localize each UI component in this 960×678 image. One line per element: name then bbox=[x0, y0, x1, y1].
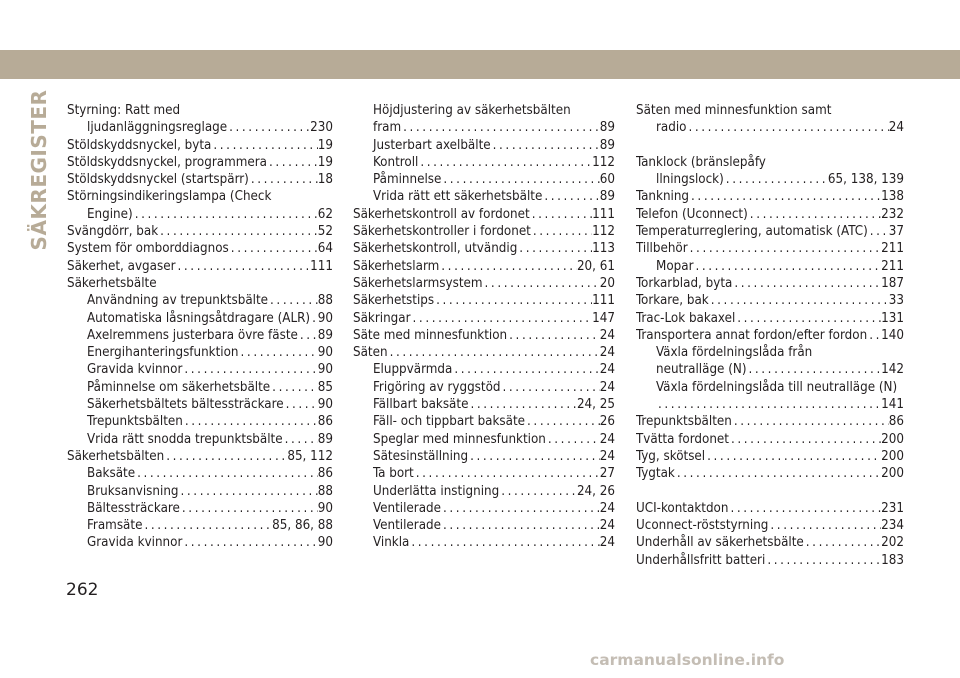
entry-text: Säten med minnesfunktion samt bbox=[636, 103, 832, 118]
entry-text: Fällbart baksäte bbox=[373, 397, 469, 413]
entry-text: neutralläge (N) bbox=[656, 362, 747, 378]
index-entry bbox=[636, 448, 904, 465]
index-entry bbox=[353, 137, 615, 154]
index-entry bbox=[353, 188, 615, 205]
entry-text: Underlätta instigning bbox=[373, 483, 500, 499]
entry-page: 200 bbox=[881, 448, 904, 464]
dot-leader bbox=[310, 310, 318, 327]
entry-text: Tankning bbox=[636, 189, 690, 205]
index-entry bbox=[67, 275, 333, 292]
entry-text: Påminnelse bbox=[373, 172, 442, 188]
entry-page: 85, 86, 88 bbox=[272, 518, 333, 534]
dot-leader bbox=[689, 188, 881, 205]
dot-leader bbox=[452, 361, 599, 378]
entry-text: fram bbox=[373, 120, 402, 136]
dot-leader bbox=[499, 483, 577, 500]
entry-page: 85, 112 bbox=[287, 448, 333, 464]
dot-leader bbox=[183, 413, 318, 430]
entry-text: Vrida rätt snodda trepunktsbälte bbox=[87, 431, 283, 447]
entry-text: Baksäte bbox=[87, 466, 136, 482]
entry-text: Höjdjustering av säkerhetsbälten bbox=[373, 103, 571, 118]
index-entry bbox=[353, 344, 615, 361]
entry-page: 187 bbox=[881, 275, 904, 291]
index-entry bbox=[67, 137, 333, 154]
entry-text: Stöldskyddsnyckel (startspärr) bbox=[67, 172, 249, 188]
dot-leader bbox=[729, 431, 881, 448]
entry-page: 19 bbox=[317, 154, 333, 170]
dot-leader bbox=[179, 483, 318, 500]
dot-leader bbox=[176, 258, 311, 275]
entry-page: 90 bbox=[317, 397, 333, 413]
entry-text: Automatiska låsningsåtdragare (ALR) bbox=[87, 310, 311, 326]
dot-leader bbox=[491, 137, 600, 154]
dot-leader bbox=[411, 310, 593, 327]
entry-text: Styrning: Ratt med bbox=[67, 103, 181, 118]
index-entry bbox=[636, 344, 904, 361]
dot-leader bbox=[180, 500, 318, 517]
index-entry bbox=[636, 102, 904, 119]
dot-leader bbox=[142, 517, 272, 534]
index-entry bbox=[353, 119, 615, 136]
dot-leader bbox=[441, 171, 599, 188]
entry-page: 52 bbox=[317, 224, 333, 240]
index-entry bbox=[67, 223, 333, 240]
dot-leader bbox=[468, 448, 600, 465]
dot-leader bbox=[227, 119, 310, 136]
entry-text: Vinkla bbox=[373, 535, 410, 551]
entry-text: Säkerhetslarmsystem bbox=[353, 275, 483, 291]
index-entry bbox=[353, 310, 615, 327]
entry-text: Gravida kvinnor bbox=[87, 362, 183, 378]
entry-text: Trepunktsbälten bbox=[87, 414, 183, 430]
index-entry bbox=[67, 361, 333, 378]
dot-leader bbox=[728, 500, 881, 517]
entry-page: 142 bbox=[881, 362, 904, 378]
index-entry bbox=[353, 517, 615, 534]
entry-page: 211 bbox=[881, 258, 904, 274]
dot-leader bbox=[434, 292, 592, 309]
entry-text: Energihanteringsfunktion bbox=[87, 345, 239, 361]
entry-page: 64 bbox=[317, 241, 333, 257]
index-entry bbox=[353, 206, 615, 223]
entry-page: 232 bbox=[881, 206, 904, 222]
index-entry bbox=[636, 361, 904, 378]
index-entry bbox=[353, 431, 615, 448]
index-entry bbox=[636, 240, 904, 257]
entry-page: 200 bbox=[881, 431, 904, 447]
entry-page: 90 bbox=[317, 362, 333, 378]
index-entry bbox=[67, 500, 333, 517]
dot-leader bbox=[705, 448, 881, 465]
entry-text: Underhåll av säkerhetsbälte bbox=[636, 535, 804, 551]
dot-leader bbox=[409, 534, 599, 551]
dot-leader bbox=[735, 310, 881, 327]
entry-page: 24 bbox=[888, 120, 904, 136]
entry-text: Transportera annat fordon/efter fordon bbox=[636, 327, 868, 343]
index-entry bbox=[353, 292, 615, 309]
index-entry bbox=[67, 310, 333, 327]
index-entry bbox=[67, 534, 333, 551]
index-entry bbox=[636, 188, 904, 205]
entry-text: Justerbart axelbälte bbox=[373, 137, 491, 153]
index-entry bbox=[67, 119, 333, 136]
dot-leader bbox=[768, 517, 881, 534]
index-entry bbox=[353, 379, 615, 396]
entry-page: 230 bbox=[310, 120, 333, 136]
entry-text: Torkarblad, byta bbox=[636, 275, 733, 291]
dot-leader bbox=[501, 379, 600, 396]
entry-page: 111 bbox=[310, 258, 333, 274]
entry-page: 90 bbox=[317, 500, 333, 516]
entry-text: Säten bbox=[353, 345, 388, 361]
entry-page: 90 bbox=[317, 345, 333, 361]
watermark: carmanualsonline.info bbox=[590, 651, 785, 669]
entry-page: 112 bbox=[592, 224, 615, 240]
index-entry bbox=[353, 327, 615, 344]
dot-leader bbox=[468, 396, 577, 413]
entry-text: Uconnect-röststyrning bbox=[636, 518, 769, 534]
index-entry bbox=[67, 431, 333, 448]
entry-page: 24 bbox=[599, 362, 615, 378]
index-entry bbox=[353, 448, 615, 465]
entry-text: Ventilerade bbox=[373, 500, 441, 516]
entry-text: Ventilerade bbox=[373, 518, 441, 534]
dot-leader bbox=[724, 171, 828, 188]
dot-leader bbox=[542, 188, 599, 205]
entry-page: 27 bbox=[599, 466, 615, 482]
page-number: 262 bbox=[66, 580, 99, 600]
dot-leader bbox=[804, 534, 881, 551]
dot-leader bbox=[483, 275, 600, 292]
entry-page: 89 bbox=[317, 327, 333, 343]
dot-leader bbox=[531, 223, 592, 240]
entry-page: 24 bbox=[599, 448, 615, 464]
entry-text: Temperaturreglering, automatisk (ATC) bbox=[636, 224, 868, 240]
index-entry bbox=[353, 102, 615, 119]
entry-text: Säkerhetskontroller i fordonet bbox=[353, 224, 531, 240]
index-entry bbox=[67, 517, 333, 534]
entry-page: 90 bbox=[317, 310, 333, 326]
index-entry bbox=[636, 327, 904, 344]
dot-leader bbox=[239, 344, 318, 361]
index-entry bbox=[67, 240, 333, 257]
index-entry bbox=[353, 361, 615, 378]
entry-text: Växla fördelningslåda till neutralläge (N) bbox=[656, 379, 898, 395]
entry-text: Påminnelse om säkerhetsbälte bbox=[87, 379, 271, 395]
dot-leader bbox=[675, 465, 881, 482]
dot-leader bbox=[182, 534, 317, 551]
entry-text: Säkerhet, avgaser bbox=[67, 258, 176, 274]
entry-text: Engine) bbox=[87, 206, 133, 222]
entry-text: Säkerhetskontroll av fordonet bbox=[353, 206, 530, 222]
index-entry bbox=[353, 154, 615, 171]
entry-page: 89 bbox=[599, 120, 615, 136]
dot-leader bbox=[530, 206, 592, 223]
entry-page: 24 bbox=[599, 379, 615, 395]
index-entry bbox=[636, 292, 904, 309]
entry-text: Trepunktsbälten bbox=[636, 414, 732, 430]
entry-text: Säkerhetskontroll, utvändig bbox=[353, 241, 518, 257]
entry-page: 24 bbox=[599, 518, 615, 534]
entry-text: Säkerhetsbälte bbox=[67, 275, 157, 291]
index-entry bbox=[353, 275, 615, 292]
dot-leader bbox=[693, 258, 881, 275]
entry-text: Sätesinställning bbox=[373, 448, 469, 464]
index-entry bbox=[353, 223, 615, 240]
index-entry bbox=[67, 188, 333, 205]
entry-text: Säkerhetsbälten bbox=[67, 448, 165, 464]
index-entry bbox=[353, 258, 615, 275]
entry-page: 202 bbox=[881, 535, 904, 551]
dot-leader bbox=[211, 137, 317, 154]
dot-leader bbox=[686, 119, 888, 136]
index-entry bbox=[636, 517, 904, 534]
dot-leader bbox=[414, 465, 600, 482]
entry-text: llningslock) bbox=[656, 172, 724, 188]
entry-page: 37 bbox=[888, 224, 904, 240]
dot-leader bbox=[401, 119, 600, 136]
index-entry bbox=[67, 154, 333, 171]
entry-page: 20, 61 bbox=[576, 258, 615, 274]
entry-page: 19 bbox=[317, 137, 333, 153]
dot-leader bbox=[182, 361, 317, 378]
entry-page: 18 bbox=[317, 172, 333, 188]
dot-leader bbox=[441, 500, 600, 517]
index-entry bbox=[353, 500, 615, 517]
index-entry bbox=[353, 413, 615, 430]
dot-leader bbox=[867, 327, 881, 344]
entry-page: 62 bbox=[317, 206, 333, 222]
dot-leader bbox=[267, 154, 318, 171]
entry-page: 138 bbox=[881, 189, 904, 205]
entry-text: Tillbehör bbox=[636, 241, 688, 257]
index-entry bbox=[353, 483, 615, 500]
section-tab-label: SÄKREGISTER bbox=[27, 89, 51, 251]
dot-leader bbox=[441, 517, 600, 534]
index-entry bbox=[636, 379, 904, 396]
entry-text: Säkerhetsbältets bältessträckare bbox=[87, 397, 284, 413]
entry-text: radio bbox=[656, 120, 687, 136]
entry-text: Underhållsfritt batteri bbox=[636, 552, 766, 568]
entry-page: 89 bbox=[599, 137, 615, 153]
entry-text: Trac-Lok bakaxel bbox=[636, 310, 736, 326]
index-entry bbox=[636, 500, 904, 517]
entry-text: Bältessträckare bbox=[87, 500, 180, 516]
entry-page: 88 bbox=[317, 293, 333, 309]
entry-text: Kontroll bbox=[373, 154, 419, 170]
index-entry bbox=[353, 396, 615, 413]
entry-page: 113 bbox=[592, 241, 615, 257]
entry-text: Säkringar bbox=[353, 310, 411, 326]
entry-page: 24, 25 bbox=[576, 397, 615, 413]
entry-text: UCI-kontaktdon bbox=[636, 500, 729, 516]
entry-text: Torkare, bak bbox=[636, 293, 709, 309]
entry-page: 200 bbox=[881, 466, 904, 482]
entry-page: 24 bbox=[599, 535, 615, 551]
dot-leader bbox=[268, 292, 318, 309]
entry-text: Störningsindikeringslampa (Check bbox=[67, 189, 272, 205]
index-entry bbox=[353, 465, 615, 482]
entry-page: 24 bbox=[599, 345, 615, 361]
entry-text: Eluppvärmda bbox=[373, 362, 453, 378]
entry-page: 183 bbox=[881, 552, 904, 568]
dot-leader bbox=[709, 292, 889, 309]
entry-text: ljudanläggningsreglage bbox=[87, 120, 228, 136]
index-entry bbox=[67, 327, 333, 344]
entry-text: Mopar bbox=[656, 258, 694, 274]
index-entry bbox=[67, 102, 333, 119]
dot-leader bbox=[249, 171, 318, 188]
index-entry bbox=[636, 534, 904, 551]
dot-leader bbox=[525, 413, 600, 430]
entry-page: 60 bbox=[599, 172, 615, 188]
entry-page: 234 bbox=[881, 518, 904, 534]
index-entry bbox=[636, 154, 904, 171]
entry-text: Speglar med minnesfunktion bbox=[373, 431, 546, 447]
entry-page: 26 bbox=[599, 414, 615, 430]
entry-text: Tygtak bbox=[636, 466, 675, 482]
entry-text: Gravida kvinnor bbox=[87, 535, 183, 551]
dot-leader bbox=[283, 431, 318, 448]
entry-text: Stöldskyddsnyckel, byta bbox=[67, 137, 212, 153]
index-entry bbox=[636, 552, 904, 569]
entry-page: 65, 138, 139 bbox=[827, 172, 904, 188]
entry-text: Vrida rätt ett säkerhetsbälte bbox=[373, 189, 543, 205]
entry-page: 24 bbox=[599, 327, 615, 343]
entry-text: Användning av trepunktsbälte bbox=[87, 293, 269, 309]
dot-leader bbox=[418, 154, 592, 171]
dot-leader bbox=[298, 327, 318, 344]
entry-page: 211 bbox=[881, 241, 904, 257]
index-entry bbox=[67, 483, 333, 500]
index-entry bbox=[67, 413, 333, 430]
entry-page: 112 bbox=[592, 154, 615, 170]
entry-text: Axelremmens justerbara övre fäste bbox=[87, 327, 298, 343]
dot-leader bbox=[158, 223, 318, 240]
entry-text: Säkerhetstips bbox=[353, 293, 435, 309]
index-entry bbox=[353, 534, 615, 551]
entry-page: 89 bbox=[317, 431, 333, 447]
dot-leader bbox=[284, 396, 318, 413]
entry-text: Växla fördelningslåda från bbox=[656, 345, 813, 361]
index-column-3 bbox=[636, 102, 904, 569]
dot-leader bbox=[439, 258, 577, 275]
entry-page: 141 bbox=[881, 397, 904, 413]
entry-page: 33 bbox=[888, 293, 904, 309]
entry-text: Frigöring av ryggstöd bbox=[373, 379, 501, 395]
dot-leader bbox=[732, 275, 881, 292]
dot-leader bbox=[656, 396, 881, 413]
entry-page: 111 bbox=[592, 206, 615, 222]
index-entry bbox=[636, 465, 904, 482]
index-entry bbox=[636, 171, 904, 188]
dot-leader bbox=[688, 240, 882, 257]
entry-text: Stöldskyddsnyckel, programmera bbox=[67, 154, 267, 170]
index-entry bbox=[67, 344, 333, 361]
entry-text: Säkerhetslarm bbox=[353, 258, 440, 274]
entry-page: 20 bbox=[599, 275, 615, 291]
dot-leader bbox=[133, 206, 318, 223]
dot-leader bbox=[507, 327, 600, 344]
index-entry bbox=[636, 119, 904, 136]
index-entry bbox=[67, 379, 333, 396]
dot-leader bbox=[517, 240, 592, 257]
index-entry bbox=[636, 431, 904, 448]
entry-page: 24 bbox=[599, 431, 615, 447]
entry-text: Fäll- och tippbart baksäte bbox=[373, 414, 526, 430]
entry-text: Telefon (Uconnect) bbox=[636, 206, 748, 222]
index-entry bbox=[636, 223, 904, 240]
dot-leader bbox=[546, 431, 600, 448]
dot-leader bbox=[135, 465, 318, 482]
entry-text: Tyg, skötsel bbox=[636, 448, 706, 464]
index-column-2 bbox=[353, 102, 615, 552]
index-entry bbox=[636, 258, 904, 275]
entry-text: Tanklock (bränslepåfy bbox=[636, 154, 766, 170]
entry-text: Ta bort bbox=[373, 466, 414, 482]
entry-text: Svängdörr, bak bbox=[67, 224, 159, 240]
entry-page: 131 bbox=[881, 310, 904, 326]
entry-text: Säte med minnesfunktion bbox=[353, 327, 508, 343]
index-entry bbox=[67, 465, 333, 482]
index-entry bbox=[67, 258, 333, 275]
index-entry bbox=[353, 171, 615, 188]
dot-leader bbox=[765, 552, 881, 569]
dot-leader bbox=[748, 206, 881, 223]
index-entry bbox=[636, 206, 904, 223]
entry-text: Bruksanvisning bbox=[87, 483, 179, 499]
index-entry bbox=[67, 206, 333, 223]
entry-page: 90 bbox=[317, 535, 333, 551]
entry-text: Framsäte bbox=[87, 518, 143, 534]
entry-page: 85 bbox=[317, 379, 333, 395]
entry-page: 24, 26 bbox=[576, 483, 615, 499]
dot-leader bbox=[746, 361, 881, 378]
entry-page: 231 bbox=[881, 500, 904, 516]
index-entry bbox=[636, 310, 904, 327]
entry-page: 89 bbox=[599, 189, 615, 205]
entry-page: 86 bbox=[317, 466, 333, 482]
index-entry bbox=[67, 396, 333, 413]
index-entry bbox=[636, 275, 904, 292]
index-entry bbox=[353, 240, 615, 257]
index-entry bbox=[67, 171, 333, 188]
entry-page: 111 bbox=[592, 293, 615, 309]
entry-page: 147 bbox=[592, 310, 615, 326]
dot-leader bbox=[388, 344, 600, 361]
index-column-1 bbox=[67, 102, 333, 552]
dot-leader bbox=[229, 240, 318, 257]
dot-leader bbox=[868, 223, 889, 240]
entry-text: Tvätta fordonet bbox=[636, 431, 729, 447]
entry-page: 88 bbox=[317, 483, 333, 499]
index-entry bbox=[636, 396, 904, 413]
index-entry bbox=[67, 292, 333, 309]
header-bar bbox=[0, 50, 960, 79]
entry-page: 140 bbox=[881, 327, 904, 343]
entry-page: 24 bbox=[599, 500, 615, 516]
index-entry bbox=[67, 448, 333, 465]
dot-leader bbox=[270, 379, 318, 396]
entry-page: 86 bbox=[888, 414, 904, 430]
dot-leader bbox=[732, 413, 889, 430]
entry-text: System för omborddiagnos bbox=[67, 241, 229, 257]
entry-page: 86 bbox=[317, 414, 333, 430]
dot-leader bbox=[164, 448, 287, 465]
index-entry bbox=[636, 413, 904, 430]
